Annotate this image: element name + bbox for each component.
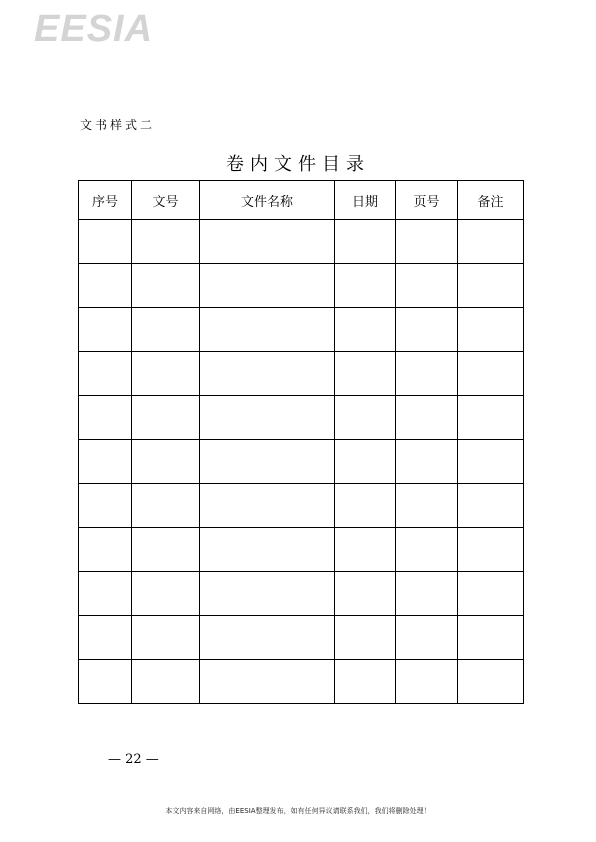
table-row (79, 572, 524, 616)
table-cell (396, 220, 458, 264)
table-row (79, 352, 524, 396)
table-cell (396, 616, 458, 660)
table-cell (79, 528, 132, 572)
table-cell (458, 440, 524, 484)
table-cell (335, 616, 396, 660)
table-cell (79, 440, 132, 484)
table-cell (200, 308, 335, 352)
page-number: — 22 — (108, 752, 159, 767)
table-cell (132, 440, 200, 484)
table-cell (200, 528, 335, 572)
table-cell (458, 264, 524, 308)
table-cell (132, 572, 200, 616)
table-cell (458, 660, 524, 704)
table-cell (200, 660, 335, 704)
column-header-serial: 序号 (79, 181, 132, 220)
table-row (79, 660, 524, 704)
table-cell (200, 616, 335, 660)
table-cell (335, 264, 396, 308)
table-row (79, 396, 524, 440)
table-cell (335, 660, 396, 704)
table-cell (79, 396, 132, 440)
table-cell (132, 220, 200, 264)
table-cell (335, 528, 396, 572)
table-cell (396, 572, 458, 616)
table-cell (396, 660, 458, 704)
table-cell (396, 484, 458, 528)
table-row (79, 308, 524, 352)
table-cell (458, 528, 524, 572)
table-cell (132, 528, 200, 572)
column-header-doc-number: 文号 (132, 181, 200, 220)
table-header-row (79, 181, 524, 220)
table-cell (335, 440, 396, 484)
table-cell (396, 528, 458, 572)
table-cell (200, 440, 335, 484)
document-style-label: 文书样式二 (80, 118, 156, 132)
table-cell (79, 572, 132, 616)
table-cell (79, 264, 132, 308)
table-cell (458, 484, 524, 528)
table-cell (200, 572, 335, 616)
table-row (79, 616, 524, 660)
table-cell (132, 264, 200, 308)
file-catalog-table (78, 180, 524, 704)
column-header-file-name: 文件名称 (200, 181, 335, 220)
table-row (79, 220, 524, 264)
table-cell (200, 396, 335, 440)
table-cell (335, 572, 396, 616)
table-cell (79, 616, 132, 660)
table-row (79, 528, 524, 572)
table-cell (200, 484, 335, 528)
table-cell (79, 352, 132, 396)
table-cell (132, 308, 200, 352)
eesia-logo: EESIA (34, 8, 154, 50)
table-cell (79, 660, 132, 704)
table-cell (396, 396, 458, 440)
table-cell (132, 660, 200, 704)
table-cell (132, 352, 200, 396)
table-cell (132, 484, 200, 528)
table-cell (79, 308, 132, 352)
column-header-date: 日期 (335, 181, 396, 220)
table-body (79, 220, 524, 704)
table-cell (200, 220, 335, 264)
table-cell (458, 220, 524, 264)
table-cell (396, 308, 458, 352)
table-row (79, 484, 524, 528)
table-cell (132, 616, 200, 660)
table-cell (458, 616, 524, 660)
table-cell (335, 396, 396, 440)
table-cell (458, 308, 524, 352)
table-cell (335, 308, 396, 352)
table-cell (79, 484, 132, 528)
column-header-remarks: 备注 (458, 181, 524, 220)
table-cell (200, 352, 335, 396)
table-cell (458, 352, 524, 396)
column-header-page-number: 页号 (396, 181, 458, 220)
table-cell (132, 396, 200, 440)
table-cell (396, 352, 458, 396)
table-cell (335, 352, 396, 396)
table-cell (396, 440, 458, 484)
table-cell (458, 396, 524, 440)
table-row (79, 264, 524, 308)
table-cell (396, 264, 458, 308)
table-row (79, 440, 524, 484)
table-cell (458, 572, 524, 616)
table-cell (79, 220, 132, 264)
table-cell (200, 264, 335, 308)
page-title: 卷内文件目录 (226, 154, 370, 175)
table-cell (335, 484, 396, 528)
table-cell (335, 220, 396, 264)
footer-note: 本文内容来自网络，由EESIA整理发布，如有任何异议请联系我们，我们将删除处理！ (165, 807, 431, 815)
